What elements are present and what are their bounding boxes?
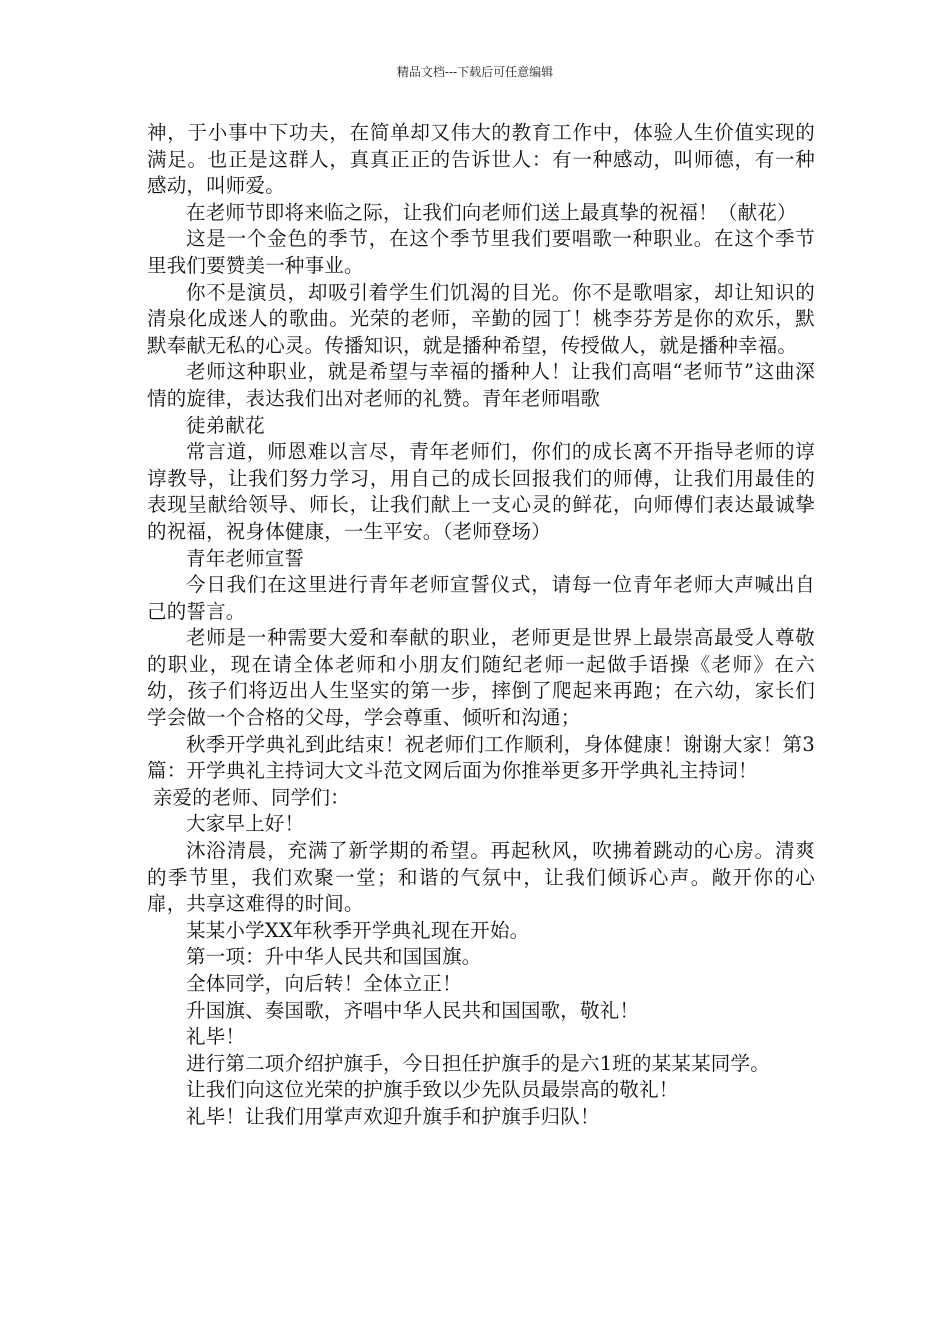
paragraph: 某某小学XX年秋季开学典礼现在开始。 bbox=[186, 918, 530, 942]
paragraph: 进行第二项介绍护旗手，今日担任护旗手的是六1班的某某某同学。 bbox=[186, 1051, 770, 1075]
paragraph: 升国旗、奏国歌，齐唱中华人民共和国国歌，敬礼！ bbox=[186, 998, 640, 1022]
paragraph: 常言道，师恩难以言尽，青年老师们，你们的成长离不开指导老师的谆谆教导，让我们努力学习，用自己的成长回报我们的师傅，让我们用最佳的表现呈献给领导、师长，让我们献上一支心灵的鲜花，向师傅们表达最诚挚的祝福，祝身体健康，一生平安。（老师登场） bbox=[147, 440, 815, 543]
paragraph: 沐浴清晨，充满了新学期的希望。再起秋风，吹拂着跳动的心房。清爽的季节里，我们欢聚一堂；和谐的气氛中，让我们倾诉心声。敞开你的心扉，共享这难得的时间。 bbox=[147, 839, 815, 916]
paragraph: 秋季开学典礼到此结束！祝老师们工作顺利，身体健康！谢谢大家！第3篇：开学典礼主持词大文斗范文网后面为你推举更多开学典礼主持词！ bbox=[147, 732, 815, 783]
paragraph: 礼毕！ bbox=[186, 1025, 246, 1049]
paragraph: 老师是一种需要大爱和奉献的职业，老师更是世界上最崇高最受人尊敬的职业，现在请全体老师和小朋友们随纪老师一起做手语操《老师》在六幼，孩子们将迈出人生坚实的第一步，摔倒了爬起来再跑；在六幼，家长们学会做一个合格的父母，学会尊重、倾听和沟通； bbox=[147, 626, 815, 730]
paragraph: 第一项：升中华人民共和国国旗。 bbox=[186, 945, 482, 969]
document-body bbox=[147, 120, 815, 1131]
paragraph: 你不是演员，却吸引着学生们饥渴的目光。你不是歌唱家，却让知识的清泉化成迷人的歌曲。光荣的老师，辛勤的园丁！桃李芬芳是你的欢乐，默默奉献无私的心灵。传播知识，就是播种希望，传授做人，就是播种幸福。 bbox=[147, 280, 815, 357]
section-heading: 青年老师宣誓 bbox=[186, 546, 305, 570]
paragraph: 老师这种职业，就是希望与幸福的播种人！让我们高唱“老师节”这曲深情的旋律，表达我们出对老师的礼赞。青年老师唱歌 bbox=[147, 360, 815, 410]
paragraph: 这是一个金色的季节，在这个季节里我们要唱歌一种职业。在这个季节里我们要赞美一种事业。 bbox=[147, 227, 815, 277]
paragraph: 今日我们在这里进行青年老师宣誓仪式，请每一位青年老师大声喊出自己的誓言。 bbox=[147, 573, 815, 623]
paragraph: 全体同学，向后转！全体立正！ bbox=[186, 972, 462, 995]
salutation: 亲爱的老师、同学们： bbox=[152, 785, 350, 809]
paragraph: 礼毕！让我们用掌声欢迎升旗手和护旗手归队！ bbox=[186, 1104, 600, 1128]
paragraph: 大家早上好！ bbox=[186, 812, 305, 836]
paragraph: 在老师节即将来临之际，让我们向老师们送上最真挚的祝福！（献花） bbox=[186, 200, 797, 224]
paragraph: 神，于小事中下功夫，在简单却又伟大的教育工作中，体验人生价值实现的满足。也正是这群人，真真正正的告诉世人：有一种感动，叫师德，有一种感动，叫师爱。 bbox=[147, 121, 815, 198]
page-header: 精品文档---下载后可任意编辑 bbox=[396, 65, 554, 79]
paragraph: 让我们向这位光荣的护旗手致以少先队员最崇高的敬礼！ bbox=[186, 1078, 679, 1102]
section-heading: 徒弟献花 bbox=[186, 413, 265, 437]
